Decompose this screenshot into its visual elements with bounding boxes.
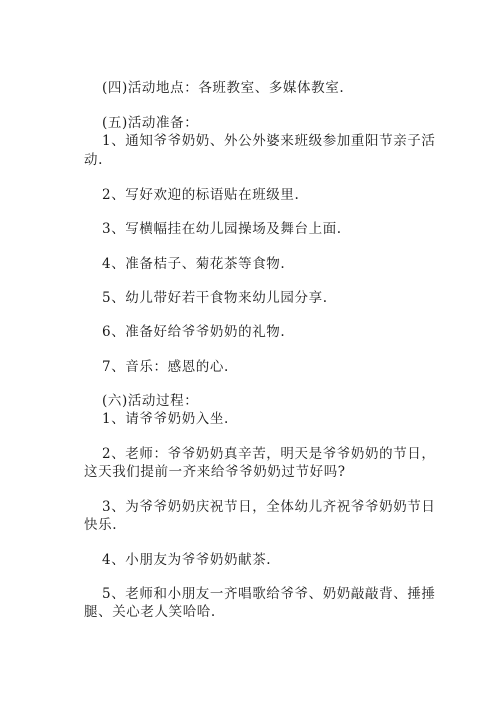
process-step-5: 5、老师和小朋友一齐唱歌给爷爷、奶奶敲敲背、捶捶	[102, 586, 436, 602]
process-step-4: 4、小朋友为爷爷奶奶献茶.	[102, 552, 272, 568]
prep-item-1-continued: 动.	[84, 152, 103, 168]
section-4-location: (四)活动地点：各班教室、多媒体教室.	[102, 80, 345, 96]
prep-item-3: 3、写横幅挂在幼儿园操场及舞台上面.	[102, 221, 342, 237]
process-step-1: 1、请爷爷奶奶入坐.	[102, 411, 229, 427]
prep-item-4: 4、准备桔子、菊花茶等食物.	[102, 256, 286, 272]
prep-item-7: 7、音乐：感恩的心.	[102, 359, 229, 375]
section-6-heading: (六)活动过程：	[102, 393, 199, 409]
prep-item-6: 6、准备好给爷爷奶奶的礼物.	[102, 324, 286, 340]
process-step-3: 3、为爷爷奶奶庆祝节日，全体幼儿齐祝爷爷奶奶节日	[102, 499, 436, 515]
process-step-2-continued: 这天我们提前一齐来给爷爷奶奶过节好吗?	[84, 464, 346, 480]
prep-item-1: 1、通知爷爷奶奶、外公外婆来班级参加重阳节亲子活	[102, 133, 436, 149]
section-5-heading: (五)活动准备：	[102, 115, 199, 131]
process-step-2: 2、老师：爷爷奶奶真辛苦，明天是爷爷奶奶的节日，	[102, 446, 436, 462]
prep-item-5: 5、幼儿带好若干食物来幼儿园分享.	[102, 290, 328, 306]
process-step-5-continued: 腿、关心老人笑哈哈.	[84, 604, 216, 620]
prep-item-2: 2、写好欢迎的标语贴在班级里.	[102, 187, 300, 203]
process-step-3-continued: 快乐.	[84, 517, 118, 533]
